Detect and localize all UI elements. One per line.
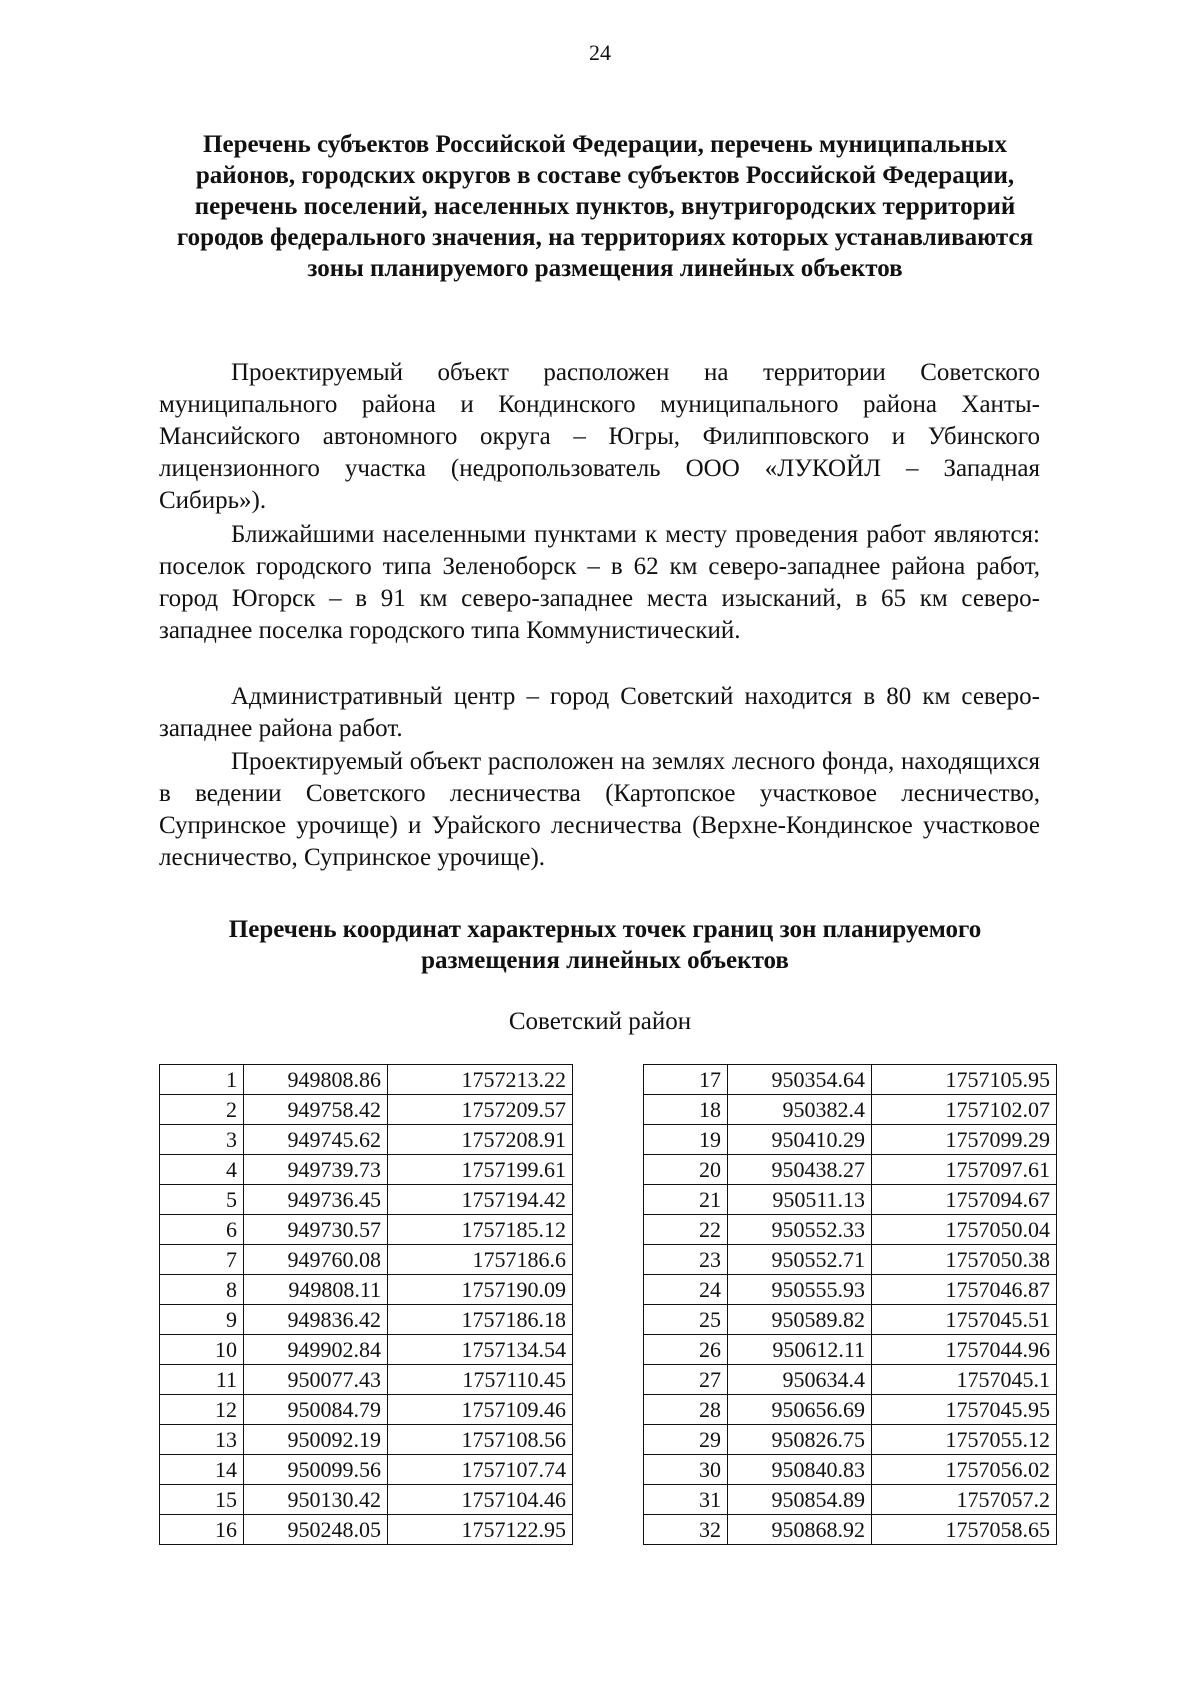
x-coordinate-cell: 950868.92 — [728, 1515, 872, 1545]
point-number-cell: 27 — [644, 1365, 728, 1395]
y-coordinate-cell: 1757050.38 — [872, 1245, 1057, 1275]
y-coordinate-cell: 1757097.61 — [872, 1155, 1057, 1185]
point-number-cell: 5 — [160, 1185, 244, 1215]
point-number-cell: 16 — [160, 1515, 244, 1545]
body-paragraph-2 — [159, 519, 1040, 647]
body-paragraph-3 — [159, 681, 1040, 745]
point-number-cell: 19 — [644, 1125, 728, 1155]
paragraph-text: Проектируемый объект расположен на землях лесного фонда, находящихся в ведении Советского лесничества (Картопское участковое лесничество, Супринское урочище) и Урайского лесничества (Верхне-Кондинское участковое лесничество, Супринское урочище). — [159, 748, 1040, 871]
table-row — [160, 1215, 573, 1245]
paragraph-text: Ближайшими населенными пунктами к месту проведения работ являются: поселок городского типа Зеленоборск – в 62 км северо-западнее района работ, город Югорск – в 91 км северо-западнее места изысканий, в 65 км северо-западнее поселка городского типа Коммунистический. — [159, 521, 1040, 644]
table-row — [160, 1185, 573, 1215]
x-coordinate-cell: 950354.64 — [728, 1065, 872, 1095]
x-coordinate-cell: 949736.45 — [244, 1185, 388, 1215]
point-number-cell: 13 — [160, 1425, 244, 1455]
x-coordinate-cell: 949760.08 — [244, 1245, 388, 1275]
table-row — [644, 1065, 1057, 1095]
y-coordinate-cell: 1757185.12 — [388, 1215, 573, 1245]
x-coordinate-cell: 950840.83 — [728, 1455, 872, 1485]
x-coordinate-cell: 949739.73 — [244, 1155, 388, 1185]
x-coordinate-cell: 950130.42 — [244, 1485, 388, 1515]
table-row — [160, 1065, 573, 1095]
x-coordinate-cell: 949730.57 — [244, 1215, 388, 1245]
x-coordinate-cell: 950099.56 — [244, 1455, 388, 1485]
point-number-cell: 31 — [644, 1485, 728, 1515]
x-coordinate-cell: 949808.11 — [244, 1275, 388, 1305]
x-coordinate-cell: 950077.43 — [244, 1365, 388, 1395]
table-row — [160, 1455, 573, 1485]
y-coordinate-cell: 1757199.61 — [388, 1155, 573, 1185]
y-coordinate-cell: 1757105.95 — [872, 1065, 1057, 1095]
x-coordinate-cell: 950084.79 — [244, 1395, 388, 1425]
x-coordinate-cell: 950634.4 — [728, 1365, 872, 1395]
table-row — [644, 1365, 1057, 1395]
x-coordinate-cell: 950092.19 — [244, 1425, 388, 1455]
y-coordinate-cell: 1757099.29 — [872, 1125, 1057, 1155]
y-coordinate-cell: 1757057.2 — [872, 1485, 1057, 1515]
table-row — [644, 1125, 1057, 1155]
y-coordinate-cell: 1757213.22 — [388, 1065, 573, 1095]
y-coordinate-cell: 1757186.18 — [388, 1305, 573, 1335]
y-coordinate-cell: 1757056.02 — [872, 1455, 1057, 1485]
coordinates-table-right — [643, 1064, 1057, 1545]
y-coordinate-cell: 1757122.95 — [388, 1515, 573, 1545]
point-number-cell: 17 — [644, 1065, 728, 1095]
table-row — [644, 1155, 1057, 1185]
y-coordinate-cell: 1757107.74 — [388, 1455, 573, 1485]
point-number-cell: 25 — [644, 1305, 728, 1335]
x-coordinate-cell: 949836.42 — [244, 1305, 388, 1335]
table-row — [644, 1395, 1057, 1425]
y-coordinate-cell: 1757046.87 — [872, 1275, 1057, 1305]
point-number-cell: 3 — [160, 1125, 244, 1155]
coordinates-title: Перечень координат характерных точек границ зон планируемого размещения линейных объектов — [228, 916, 982, 974]
table-row — [644, 1095, 1057, 1125]
table-row — [160, 1095, 573, 1125]
y-coordinate-cell: 1757055.12 — [872, 1425, 1057, 1455]
point-number-cell: 32 — [644, 1515, 728, 1545]
point-number-cell: 7 — [160, 1245, 244, 1275]
document-title: Перечень субъектов Российской Федерации, перечень муниципальных районов, городских округов в составе субъектов Российской Федерации, перечень поселений, населенных пунктов, внутригородских территорий городов федерального значения, на территориях которых устанавливаются зоны планируемого размещения линейных объектов — [176, 131, 1034, 282]
table-row — [160, 1365, 573, 1395]
table-row — [160, 1515, 573, 1545]
x-coordinate-cell: 949902.84 — [244, 1335, 388, 1365]
point-number-cell: 28 — [644, 1395, 728, 1425]
table-row — [644, 1515, 1057, 1545]
paragraph-text: Административный центр – город Советский находится в 80 км северо-западнее района работ. — [159, 683, 1040, 742]
table-row — [644, 1485, 1057, 1515]
x-coordinate-cell: 950854.89 — [728, 1485, 872, 1515]
body-paragraph-4 — [159, 746, 1040, 874]
table-row — [644, 1245, 1057, 1275]
x-coordinate-cell: 950552.33 — [728, 1215, 872, 1245]
page-number: 24 — [589, 40, 611, 65]
table-row — [644, 1425, 1057, 1455]
x-coordinate-cell: 950438.27 — [728, 1155, 872, 1185]
coordinates-table-left — [159, 1064, 573, 1545]
y-coordinate-cell: 1757104.46 — [388, 1485, 573, 1515]
table-row — [160, 1335, 573, 1365]
table-row — [644, 1275, 1057, 1305]
y-coordinate-cell: 1757044.96 — [872, 1335, 1057, 1365]
y-coordinate-cell: 1757209.57 — [388, 1095, 573, 1125]
y-coordinate-cell: 1757134.54 — [388, 1335, 573, 1365]
body-paragraph-1 — [159, 357, 1040, 517]
point-number-cell: 22 — [644, 1215, 728, 1245]
table-row — [160, 1275, 573, 1305]
point-number-cell: 14 — [160, 1455, 244, 1485]
y-coordinate-cell: 1757045.1 — [872, 1365, 1057, 1395]
table-row — [644, 1305, 1057, 1335]
point-number-cell: 6 — [160, 1215, 244, 1245]
point-number-cell: 26 — [644, 1335, 728, 1365]
x-coordinate-cell: 950555.93 — [728, 1275, 872, 1305]
district-name: Советский район — [508, 1008, 692, 1035]
y-coordinate-cell: 1757108.56 — [388, 1425, 573, 1455]
table-row — [160, 1485, 573, 1515]
table-row — [644, 1215, 1057, 1245]
point-number-cell: 9 — [160, 1305, 244, 1335]
y-coordinate-cell: 1757208.91 — [388, 1125, 573, 1155]
point-number-cell: 10 — [160, 1335, 244, 1365]
x-coordinate-cell: 949758.42 — [244, 1095, 388, 1125]
table-row — [160, 1395, 573, 1425]
paragraph-text: Проектируемый объект расположен на территории Советского муниципального района и Кондинского муниципального района Ханты-Мансийского автономного округа – Югры, Филипповского и Убинского лицензионного участка (недропользователь ООО «ЛУКОЙЛ – Западная Сибирь»). — [159, 359, 1040, 514]
point-number-cell: 29 — [644, 1425, 728, 1455]
x-coordinate-cell: 949808.86 — [244, 1065, 388, 1095]
y-coordinate-cell: 1757194.42 — [388, 1185, 573, 1215]
point-number-cell: 11 — [160, 1365, 244, 1395]
x-coordinate-cell: 950826.75 — [728, 1425, 872, 1455]
y-coordinate-cell: 1757045.51 — [872, 1305, 1057, 1335]
x-coordinate-cell: 950589.82 — [728, 1305, 872, 1335]
point-number-cell: 1 — [160, 1065, 244, 1095]
table-row — [160, 1305, 573, 1335]
x-coordinate-cell: 950382.4 — [728, 1095, 872, 1125]
y-coordinate-cell: 1757094.67 — [872, 1185, 1057, 1215]
point-number-cell: 20 — [644, 1155, 728, 1185]
table-row — [160, 1425, 573, 1455]
point-number-cell: 24 — [644, 1275, 728, 1305]
point-number-cell: 21 — [644, 1185, 728, 1215]
y-coordinate-cell: 1757190.09 — [388, 1275, 573, 1305]
x-coordinate-cell: 950552.71 — [728, 1245, 872, 1275]
table-row — [160, 1245, 573, 1275]
table-row — [644, 1335, 1057, 1365]
x-coordinate-cell: 950511.13 — [728, 1185, 872, 1215]
x-coordinate-cell: 950656.69 — [728, 1395, 872, 1425]
y-coordinate-cell: 1757050.04 — [872, 1215, 1057, 1245]
x-coordinate-cell: 949745.62 — [244, 1125, 388, 1155]
point-number-cell: 23 — [644, 1245, 728, 1275]
point-number-cell: 2 — [160, 1095, 244, 1125]
y-coordinate-cell: 1757186.6 — [388, 1245, 573, 1275]
table-row — [160, 1125, 573, 1155]
point-number-cell: 12 — [160, 1395, 244, 1425]
point-number-cell: 18 — [644, 1095, 728, 1125]
x-coordinate-cell: 950612.11 — [728, 1335, 872, 1365]
point-number-cell: 30 — [644, 1455, 728, 1485]
point-number-cell: 8 — [160, 1275, 244, 1305]
y-coordinate-cell: 1757110.45 — [388, 1365, 573, 1395]
table-row — [644, 1455, 1057, 1485]
x-coordinate-cell: 950248.05 — [244, 1515, 388, 1545]
y-coordinate-cell: 1757102.07 — [872, 1095, 1057, 1125]
y-coordinate-cell: 1757045.95 — [872, 1395, 1057, 1425]
x-coordinate-cell: 950410.29 — [728, 1125, 872, 1155]
table-row — [644, 1185, 1057, 1215]
table-row — [160, 1155, 573, 1185]
y-coordinate-cell: 1757058.65 — [872, 1515, 1057, 1545]
y-coordinate-cell: 1757109.46 — [388, 1395, 573, 1425]
point-number-cell: 15 — [160, 1485, 244, 1515]
point-number-cell: 4 — [160, 1155, 244, 1185]
